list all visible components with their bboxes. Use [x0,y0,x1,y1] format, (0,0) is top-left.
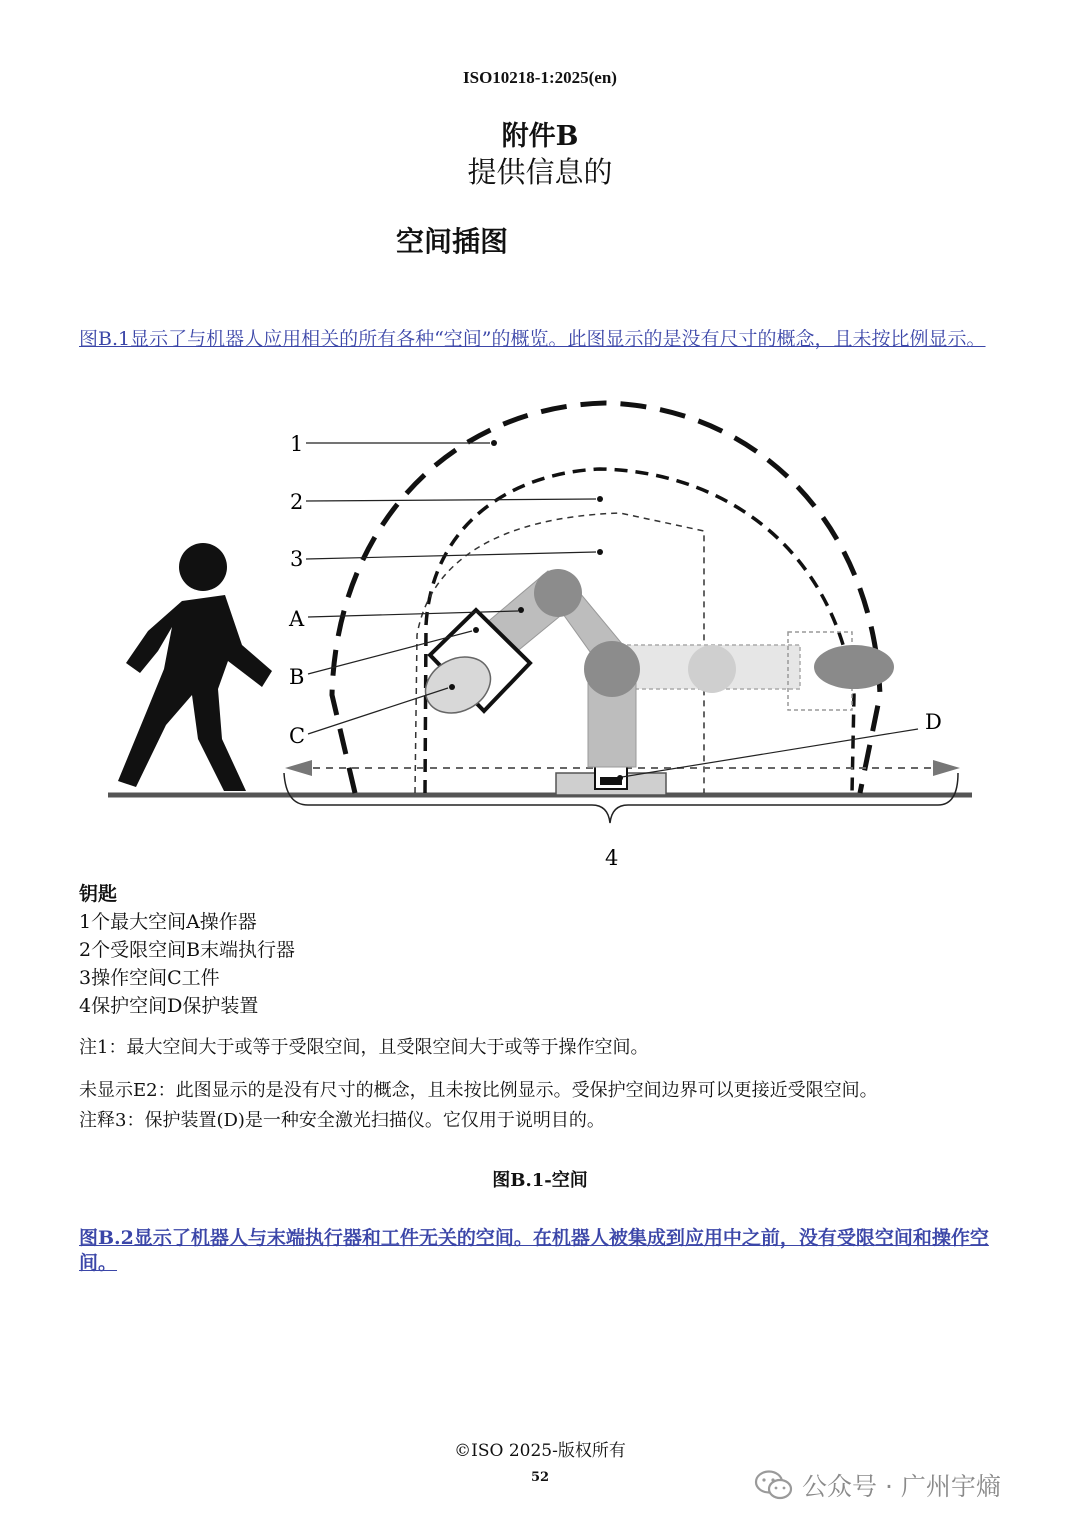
key-item: 3操作空间C工件 [79,967,220,989]
section-title: 空间插图 [396,225,509,258]
key-item: 2个受限空间B末端执行器 [79,939,296,961]
spaces-diagram [100,395,980,875]
arrow-left-icon [285,760,312,776]
intro-link-paragraph[interactable]: 图B.1显示了与机器人应用相关的所有各种“空间”的概览。此图显示的是没有尺寸的概念，且未按比例显示。 [79,328,986,350]
robot-ghost-joint [688,645,736,693]
label-c: C [289,724,306,748]
key-list [79,908,295,1020]
label-a: A [289,607,305,631]
person-icon [118,543,272,791]
key-item: 4保护空间D保护装置 [79,995,259,1017]
label-3: 3 [290,547,304,571]
annex-subtitle: 提供信息的 [467,155,613,189]
label-1: 1 [290,432,304,456]
label-b: B [289,665,305,689]
figure-b2-link-paragraph[interactable]: 图B.2显示了机器人与末端执行器和工件无关的空间。在机器人被集成到应用中之前，没有受限空间和操作空间。 [79,1227,989,1274]
note-1: 注1：最大空间大于或等于受限空间，且受限空间大于或等于操作空间。 [79,1037,649,1058]
label-d: D [925,710,942,734]
label-2: 2 [290,490,304,514]
robot-elbow-joint [584,641,640,697]
watermark [754,1467,1001,1503]
document-id: ISO10218-1:2025(en) [463,68,617,87]
arrow-right-icon [933,760,960,776]
key-item: 1个最大空间A操作器 [79,911,257,933]
note-3: 注释3：保护装置(D)是一种安全激光扫描仪。它仅用于说明目的。 [79,1110,605,1131]
figure-caption: 图B.1-空间 [492,1170,588,1191]
note-2: 未显示E2：此图显示的是没有尺寸的概念，且未按比例显示。受保护空间边界可以更接近受限空间。 [79,1080,878,1101]
watermark-text: 公众号 · 广州宇熵 [802,1472,1001,1501]
copyright-footer: ©ISO 2025-版权所有 [454,1441,626,1461]
wechat-icon [754,1469,794,1501]
page-number: 52 [530,1470,550,1485]
figure-b1 [100,395,980,875]
key-title: 钥匙 [79,883,118,905]
label-4: 4 [605,846,619,870]
annex-title: 附件B [501,121,579,152]
ghost-workpiece [814,645,894,689]
robot-wrist-joint [534,569,582,617]
